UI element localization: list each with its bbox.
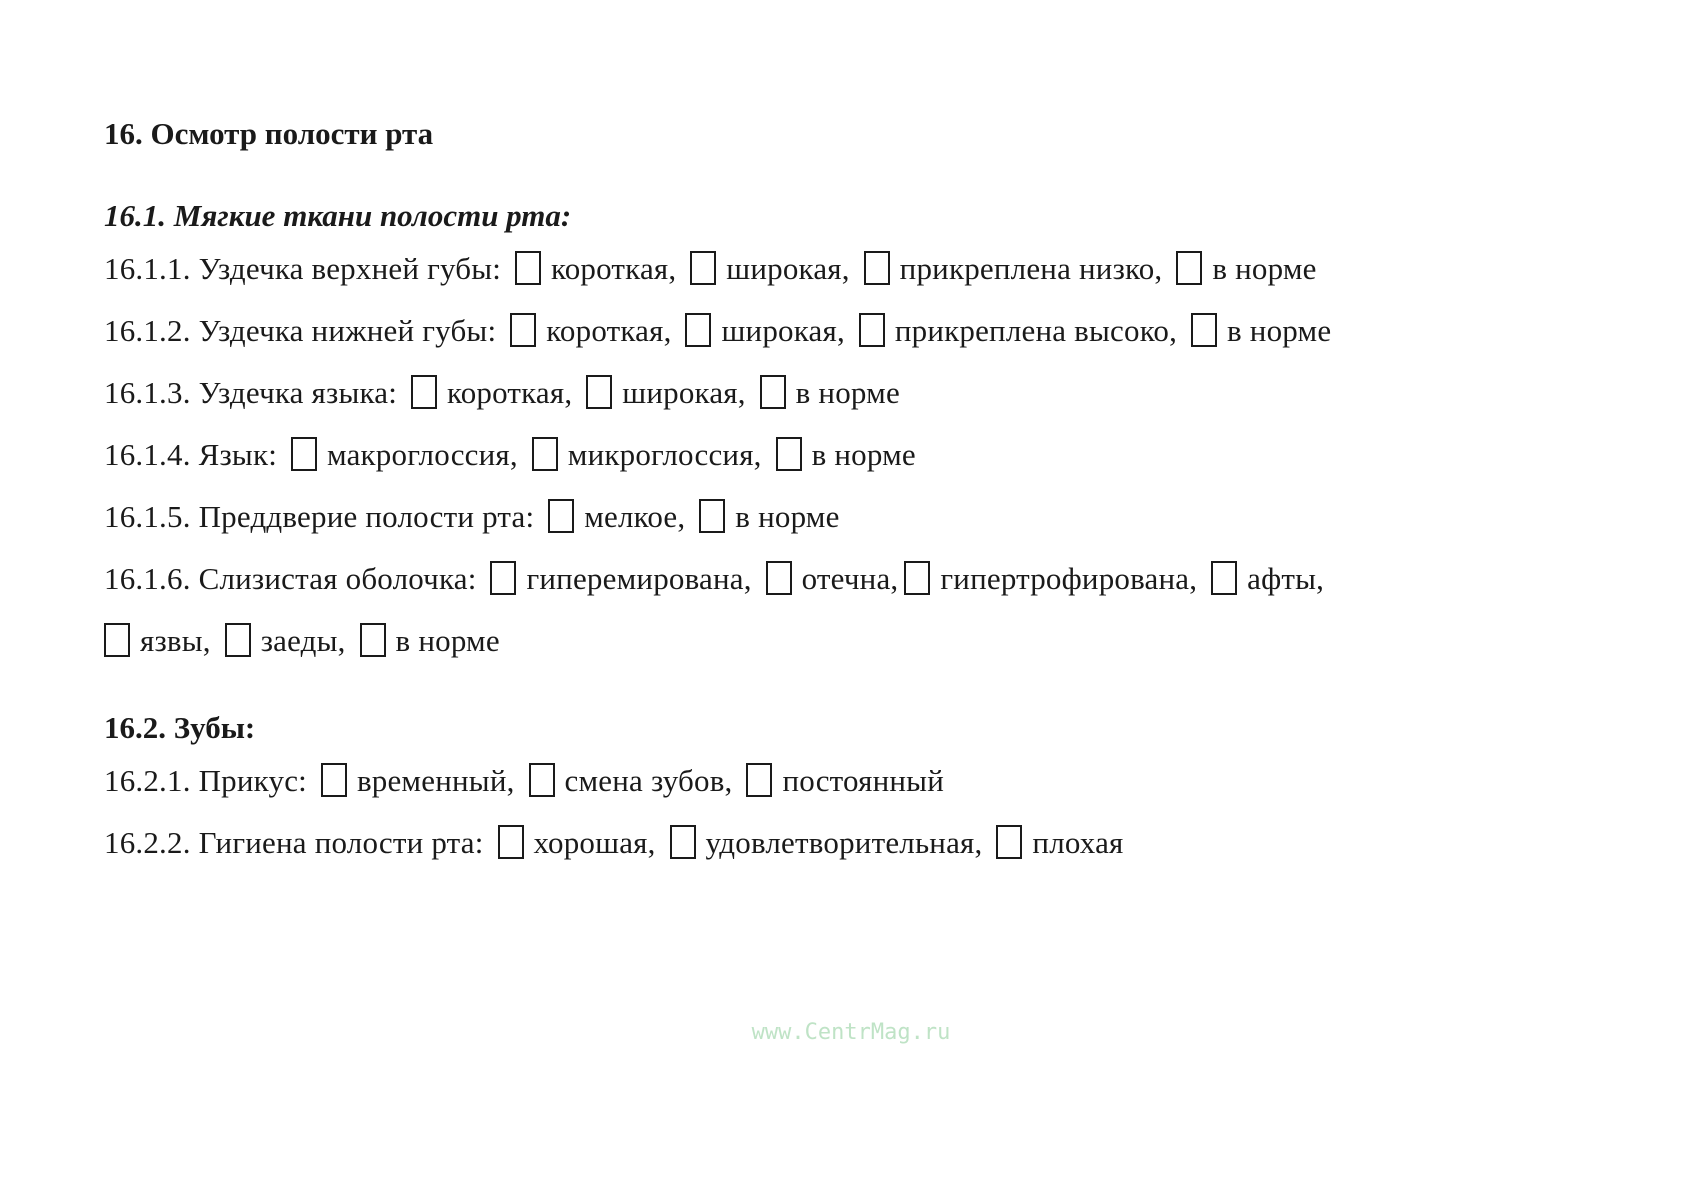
row-label: 16.2.2. Гигиена полости рта: — [104, 825, 484, 860]
option-label: прикреплена низко, — [899, 251, 1163, 286]
checkbox-wide[interactable] — [685, 313, 711, 347]
row-mucous-membrane — [104, 548, 1644, 672]
option-label: заеды, — [260, 623, 346, 658]
option-label: постоянный — [782, 763, 944, 798]
option-label: прикреплена высоко, — [894, 313, 1178, 348]
checkbox-temporary[interactable] — [321, 763, 347, 797]
checkbox-wide[interactable] — [586, 375, 612, 409]
option-label: в норме — [395, 623, 500, 658]
option-label: макроглоссия, — [326, 437, 518, 472]
watermark: www.CentrMag.ru — [751, 1020, 951, 1045]
option-label: афты, — [1247, 561, 1325, 596]
soft-tissues-title: 16.1. Мягкие ткани полости рта: — [104, 198, 572, 233]
exam-form — [104, 112, 1644, 874]
option-label: короткая, — [551, 251, 677, 286]
row-bite — [104, 750, 1644, 812]
checkbox-microglossia[interactable] — [532, 437, 558, 471]
checkbox-satisfactory[interactable] — [670, 825, 696, 859]
row-label: 16.1.1. Уздечка верхней губы: — [104, 251, 502, 286]
checkbox-attached-high[interactable] — [859, 313, 885, 347]
option-label: хорошая, — [533, 825, 656, 860]
checkbox-hyperemic[interactable] — [490, 561, 516, 595]
row-label: 16.1.6. Слизистая оболочка: — [104, 561, 477, 596]
row-lower-lip-frenulum — [104, 300, 1644, 362]
option-label: короткая, — [546, 313, 672, 348]
option-label: язвы, — [140, 623, 211, 658]
section-title: 16. Осмотр полости рта — [104, 116, 434, 151]
row-label: 16.1.4. Язык: — [104, 437, 278, 472]
checkbox-normal[interactable] — [360, 623, 386, 657]
option-label: мелкое, — [584, 499, 686, 534]
checkbox-good[interactable] — [498, 825, 524, 859]
checkbox-attached-low[interactable] — [864, 251, 890, 285]
checkbox-aphthae[interactable] — [1211, 561, 1237, 595]
checkbox-edematous[interactable] — [766, 561, 792, 595]
checkbox-short[interactable] — [515, 251, 541, 285]
option-label: в норме — [1227, 313, 1332, 348]
checkbox-normal[interactable] — [699, 499, 725, 533]
checkbox-ulcers[interactable] — [104, 623, 130, 657]
checkbox-normal[interactable] — [1191, 313, 1217, 347]
checkbox-angular-cheilitis[interactable] — [225, 623, 251, 657]
checkbox-normal[interactable] — [760, 375, 786, 409]
option-label: смена зубов, — [564, 763, 733, 798]
option-label: гипертрофирована, — [940, 561, 1198, 596]
row-label: 16.1.2. Уздечка нижней губы: — [104, 313, 497, 348]
option-label: временный, — [356, 763, 515, 798]
option-label: в норме — [735, 499, 840, 534]
row-label: 16.2.1. Прикус: — [104, 763, 307, 798]
option-label: плохая — [1032, 825, 1124, 860]
checkbox-short[interactable] — [510, 313, 536, 347]
checkbox-normal[interactable] — [1176, 251, 1202, 285]
option-label: в норме — [795, 375, 900, 410]
checkbox-normal[interactable] — [776, 437, 802, 471]
option-label: в норме — [1212, 251, 1317, 286]
option-label: микроглоссия, — [567, 437, 762, 472]
teeth-title: 16.2. Зубы: — [104, 710, 256, 745]
option-label: широкая, — [622, 375, 746, 410]
option-label: широкая, — [726, 251, 850, 286]
row-tongue-frenulum — [104, 362, 1644, 424]
option-label: удовлетворительная, — [705, 825, 983, 860]
row-label: 16.1.3. Уздечка языка: — [104, 375, 398, 410]
option-label: короткая, — [447, 375, 573, 410]
checkbox-short[interactable] — [411, 375, 437, 409]
checkbox-poor[interactable] — [996, 825, 1022, 859]
checkbox-hypertrophied[interactable] — [904, 561, 930, 595]
row-tongue — [104, 424, 1644, 486]
checkbox-wide[interactable] — [690, 251, 716, 285]
row-oral-vestibule — [104, 486, 1644, 548]
option-label: гиперемирована, — [526, 561, 752, 596]
row-oral-hygiene — [104, 812, 1644, 874]
checkbox-macroglossia[interactable] — [291, 437, 317, 471]
option-label: широкая, — [721, 313, 845, 348]
option-label: в норме — [811, 437, 916, 472]
option-label: отечна, — [801, 561, 899, 596]
row-upper-lip-frenulum — [104, 238, 1644, 300]
checkbox-shallow[interactable] — [548, 499, 574, 533]
checkbox-teeth-change[interactable] — [529, 763, 555, 797]
checkbox-permanent[interactable] — [746, 763, 772, 797]
row-label: 16.1.5. Преддверие полости рта: — [104, 499, 535, 534]
